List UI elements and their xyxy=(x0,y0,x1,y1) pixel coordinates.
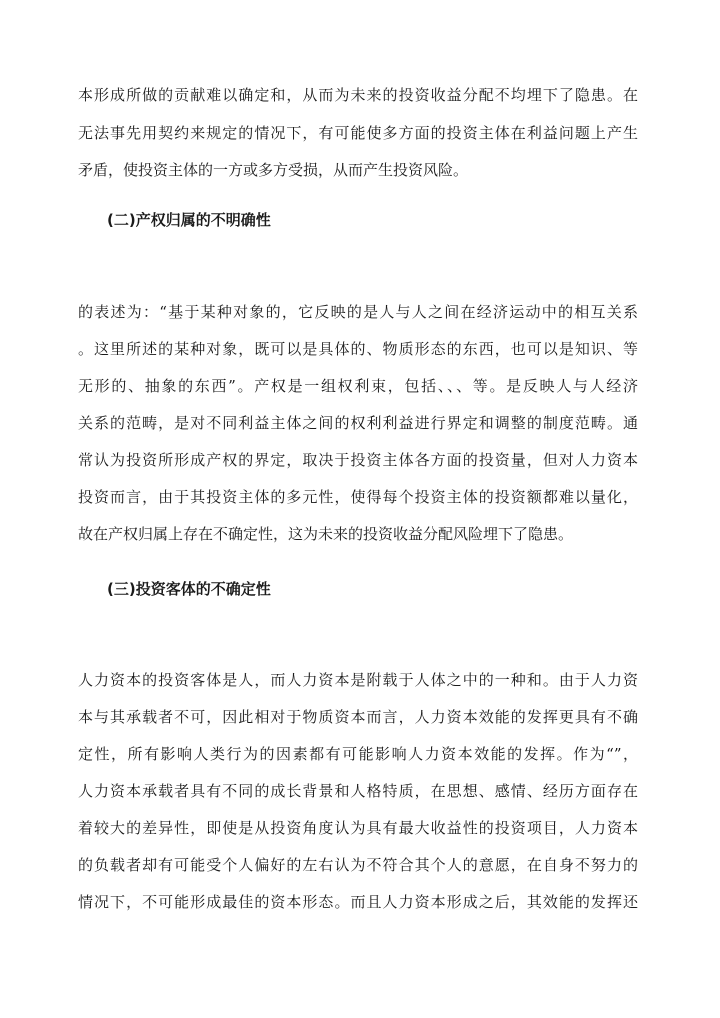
paragraph-2-line-6: 投资而言，由于其投资主体的多元性，使得每个投资主体的投资额都难以量化， xyxy=(78,488,638,506)
paragraph-2-line-5: 常认为投资所形成产权的界定，取决于投资主体各方面的投资量，但对人力资本 xyxy=(78,451,638,469)
section-heading-2: (二)产权归属的不明确性 xyxy=(107,211,271,229)
paragraph-3-line-6: 的负载者却有可能受个人偏好的左右认为不符合其个人的意愿，在自身不努力的 xyxy=(78,856,638,874)
paragraph-3-line-3: 定性，所有影响人类行为的因素都有可能影响人力资本效能的发挥。作为“”， xyxy=(78,745,638,763)
paragraph-2-line-3: 无形的、抽象的东西”。产权是一组权利束，包括、、、等。是反映人与人经济 xyxy=(78,377,638,395)
paragraph-3-line-4: 人力资本承载者具有不同的成长背景和人格特质，在思想、感情、经历方面存在 xyxy=(78,782,638,800)
paragraph-3-line-2: 本与其承载者不可，因此相对于物质资本而言，人力资本效能的发挥更具有不确 xyxy=(78,708,638,726)
paragraph-2-line-4: 关系的范畴，是对不同利益主体之间的权利利益进行界定和调整的制度范畴。通 xyxy=(78,414,638,432)
paragraph-2-line-7: 故在产权归属上存在不确定性，这为未来的投资收益分配风险埋下了隐患。 xyxy=(78,525,574,543)
paragraph-1-line-1: 本形成所做的贡献难以确定和，从而为未来的投资收益分配不均埋下了隐患。在 xyxy=(78,86,638,104)
paragraph-1-line-2: 无法事先用契约来规定的情况下，有可能使多方面的投资主体在利益问题上产生 xyxy=(78,124,638,142)
paragraph-3-line-1: 人力资本的投资客体是人，而人力资本是附载于人体之中的一种和。由于人力资 xyxy=(78,671,638,689)
paragraph-1-line-3: 矛盾，使投资主体的一方或多方受损，从而产生投资风险。 xyxy=(78,161,469,179)
paragraph-2-line-2: 。这里所述的某种对象，既可以是具体的、物质形态的东西，也可以是知识、等 xyxy=(78,340,638,358)
paragraph-3-line-5: 着较大的差异性，即使是从投资角度认为具有最大收益性的投资项目，人力资本 xyxy=(78,819,638,837)
section-heading-3: (三)投资客体的不确定性 xyxy=(107,580,271,598)
paragraph-2-line-1: 的表述为：“基于某种对象的，它反映的是人与人之间在经济运动中的相互关系 xyxy=(78,303,638,321)
paragraph-3-line-7: 情况下，不可能形成最佳的资本形态。而且人力资本形成之后，其效能的发挥还 xyxy=(78,893,638,911)
